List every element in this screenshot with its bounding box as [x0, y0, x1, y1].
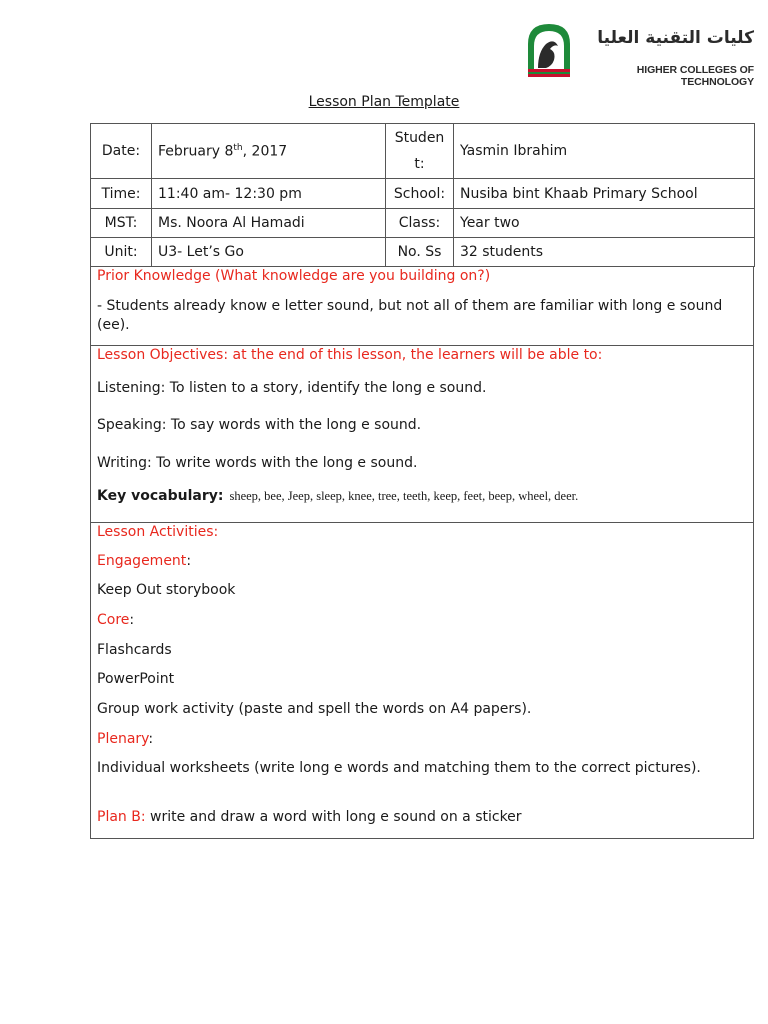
prior-knowledge-text: - Students already know e letter sound, but not all of them are familiar with long e sound (ee).	[97, 298, 723, 333]
school-value: Nusiba bint Khaab Primary School	[454, 179, 755, 209]
core-item: Group work activity (paste and spell the words on A4 papers).	[97, 701, 532, 717]
objective-speaking: Speaking: To say words with the long e sound.	[97, 417, 422, 433]
table-row	[91, 124, 755, 179]
hct-emblem-icon	[524, 22, 574, 78]
key-vocabulary-label: Key vocabulary:	[97, 488, 224, 504]
plenary-item: Individual worksheets (write long e words and matching them to the correct pictures).	[97, 760, 701, 776]
table-row	[91, 179, 755, 209]
class-label: Class:	[386, 209, 454, 238]
mst-label: MST:	[91, 209, 152, 238]
core-item: PowerPoint	[97, 671, 175, 687]
table-row	[91, 238, 755, 267]
time-value: 11:40 am- 12:30 pm	[152, 179, 386, 209]
plenary-heading: Plenary:	[97, 731, 154, 747]
class-value: Year two	[454, 209, 755, 238]
unit-value: U3- Let’s Go	[152, 238, 386, 267]
engagement-item: Keep Out storybook	[97, 582, 236, 598]
table-row	[91, 209, 755, 238]
engagement-heading: Engagement:	[97, 553, 192, 569]
logo-arabic-text: كليات التقنية العليا	[597, 28, 754, 48]
key-vocabulary-words: sheep, bee, Jeep, sleep, knee, tree, teeth, keep, feet, beep, wheel, deer.	[229, 489, 579, 503]
student-value: Yasmin Ibrahim	[454, 124, 755, 179]
objectives-heading: Lesson Objectives: at the end of this lesson, the learners will be able to:	[97, 347, 603, 363]
lesson-info-table	[90, 123, 755, 267]
lesson-activities-section	[90, 523, 754, 839]
time-label: Time:	[91, 179, 152, 209]
student-label: Student:	[386, 124, 454, 179]
document-title: Lesson Plan Template	[308, 94, 460, 110]
objective-listening: Listening: To listen to a story, identify the long e sound.	[97, 380, 487, 396]
lesson-objectives-section	[90, 346, 754, 523]
key-vocabulary	[97, 487, 745, 506]
activities-heading: Lesson Activities:	[97, 524, 219, 540]
mst-value: Ms. Noora Al Hamadi	[152, 209, 386, 238]
core-heading: Core:	[97, 612, 135, 628]
prior-knowledge-heading: Prior Knowledge (What knowledge are you building on?)	[97, 268, 491, 284]
date-value: February 8th, 2017	[152, 124, 386, 179]
number-of-students-label: No. Ss	[386, 238, 454, 267]
objective-writing: Writing: To write words with the long e sound.	[97, 455, 418, 471]
school-label: School:	[386, 179, 454, 209]
date-label: Date:	[91, 124, 152, 179]
hct-logo	[524, 22, 754, 88]
number-of-students-value: 32 students	[454, 238, 755, 267]
core-item: Flashcards	[97, 642, 172, 658]
unit-label: Unit:	[91, 238, 152, 267]
logo-english-text: HIGHER COLLEGES OF TECHNOLOGY	[636, 64, 754, 88]
prior-knowledge-section	[90, 266, 754, 346]
plan-b: Plan B: write and draw a word with long e sound on a sticker	[97, 809, 522, 825]
